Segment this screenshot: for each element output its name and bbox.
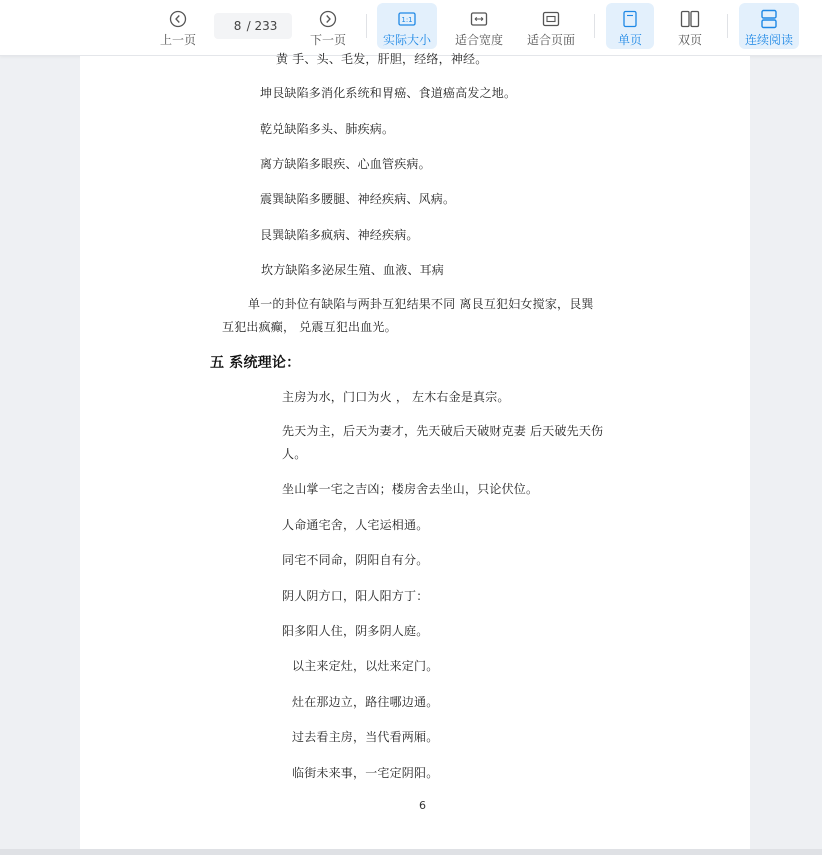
- divider: [594, 14, 595, 38]
- double-page-icon: [680, 8, 700, 30]
- continuous-scroll-icon: [760, 8, 778, 30]
- text-line: 坎方缺陷多泌尿生殖、血液、耳病: [261, 263, 445, 277]
- actual-size-label: 实际大小: [382, 33, 431, 47]
- text-line: 乾兑缺陷多头、肺疾病。: [260, 122, 395, 136]
- theory-line: 人命通宅舍，人宅运相通。: [282, 518, 429, 532]
- chevron-left-circle-icon: [169, 8, 187, 30]
- page-number: 6: [419, 799, 427, 812]
- theory-line: 先天为主，后天为妻才，先天破后天破财克妻 后天破先天伤: [282, 424, 604, 438]
- theory-line: 过去看主房，当代看两厢。: [292, 730, 439, 744]
- prev-page-label: 上一页: [159, 33, 196, 47]
- fit-width-label: 适合宽度: [454, 33, 503, 47]
- theory-line: 以主来定灶，以灶来定门。: [292, 659, 439, 673]
- prev-page-button[interactable]: [152, 3, 204, 49]
- single-page-label: 单页: [617, 33, 642, 47]
- theory-line: 主房为水，门口为火 ， 左木右金是真宗。: [282, 390, 510, 404]
- page-number-input[interactable]: [229, 19, 247, 33]
- paragraph-line: 互犯出疯癫， 兑震互犯出血光。: [222, 320, 397, 334]
- document-viewer[interactable]: [0, 52, 822, 849]
- page-indicator: [214, 13, 292, 39]
- actual-size-button[interactable]: [377, 3, 437, 49]
- fit-width-button[interactable]: [448, 3, 510, 49]
- fit-page-label: 适合页面: [526, 33, 575, 47]
- text-line: 震巽缺陷多腰腿、神经疾病、风病。: [260, 192, 456, 206]
- single-page-button[interactable]: [606, 3, 654, 49]
- next-page-button[interactable]: [302, 3, 354, 49]
- divider: [366, 14, 367, 38]
- text-line: 艮巽缺陷多疯病、神经疾病。: [260, 228, 419, 242]
- theory-line: 阴人阴方口，阳人阳方丁：: [282, 589, 429, 603]
- svg-text:1:1: 1:1: [401, 16, 413, 24]
- next-page-label: 下一页: [309, 33, 346, 47]
- total-pages: / 233: [246, 19, 278, 33]
- theory-line: 临街未来事，一宅定阴阳。: [292, 766, 439, 780]
- chevron-right-circle-icon: [319, 8, 337, 30]
- section-heading: 五 系统理论：: [210, 355, 301, 371]
- fit-width-icon: [470, 8, 488, 30]
- theory-line: 灶在那边立，路往哪边通。: [292, 695, 439, 709]
- theory-line: 坐山掌一宅之吉凶；楼房舍去坐山，只论伏位。: [282, 482, 539, 496]
- theory-line: 同宅不同命，阴阳自有分。: [282, 553, 429, 567]
- document-page: [80, 52, 750, 849]
- theory-line: 阳多阳人住，阴多阴人庭。: [282, 624, 429, 638]
- partial-top-line: 黄 手、头、毛发，肝胆，经络，神经。: [276, 52, 488, 66]
- actual-size-icon: [398, 8, 416, 30]
- text-line: 离方缺陷多眼疾、心血管疾病。: [260, 157, 431, 171]
- divider: [727, 14, 728, 38]
- double-page-label: 双页: [677, 33, 702, 47]
- paragraph-line: 单一的卦位有缺陷与两卦互犯结果不同 离艮互犯妇女搅家，艮巽: [248, 297, 594, 311]
- continuous-reading-label: 连续阅读: [744, 33, 793, 47]
- horizontal-scrollbar[interactable]: [0, 849, 822, 855]
- toolbar: [0, 0, 822, 56]
- fit-page-button[interactable]: [520, 3, 582, 49]
- single-page-icon: [622, 8, 638, 30]
- continuous-reading-button[interactable]: [739, 3, 799, 49]
- fit-page-icon: [542, 8, 560, 30]
- double-page-button[interactable]: [666, 3, 714, 49]
- theory-line: 人。: [282, 447, 307, 461]
- text-line: 坤艮缺陷多消化系统和胃癌、食道癌高发之地。: [260, 86, 517, 100]
